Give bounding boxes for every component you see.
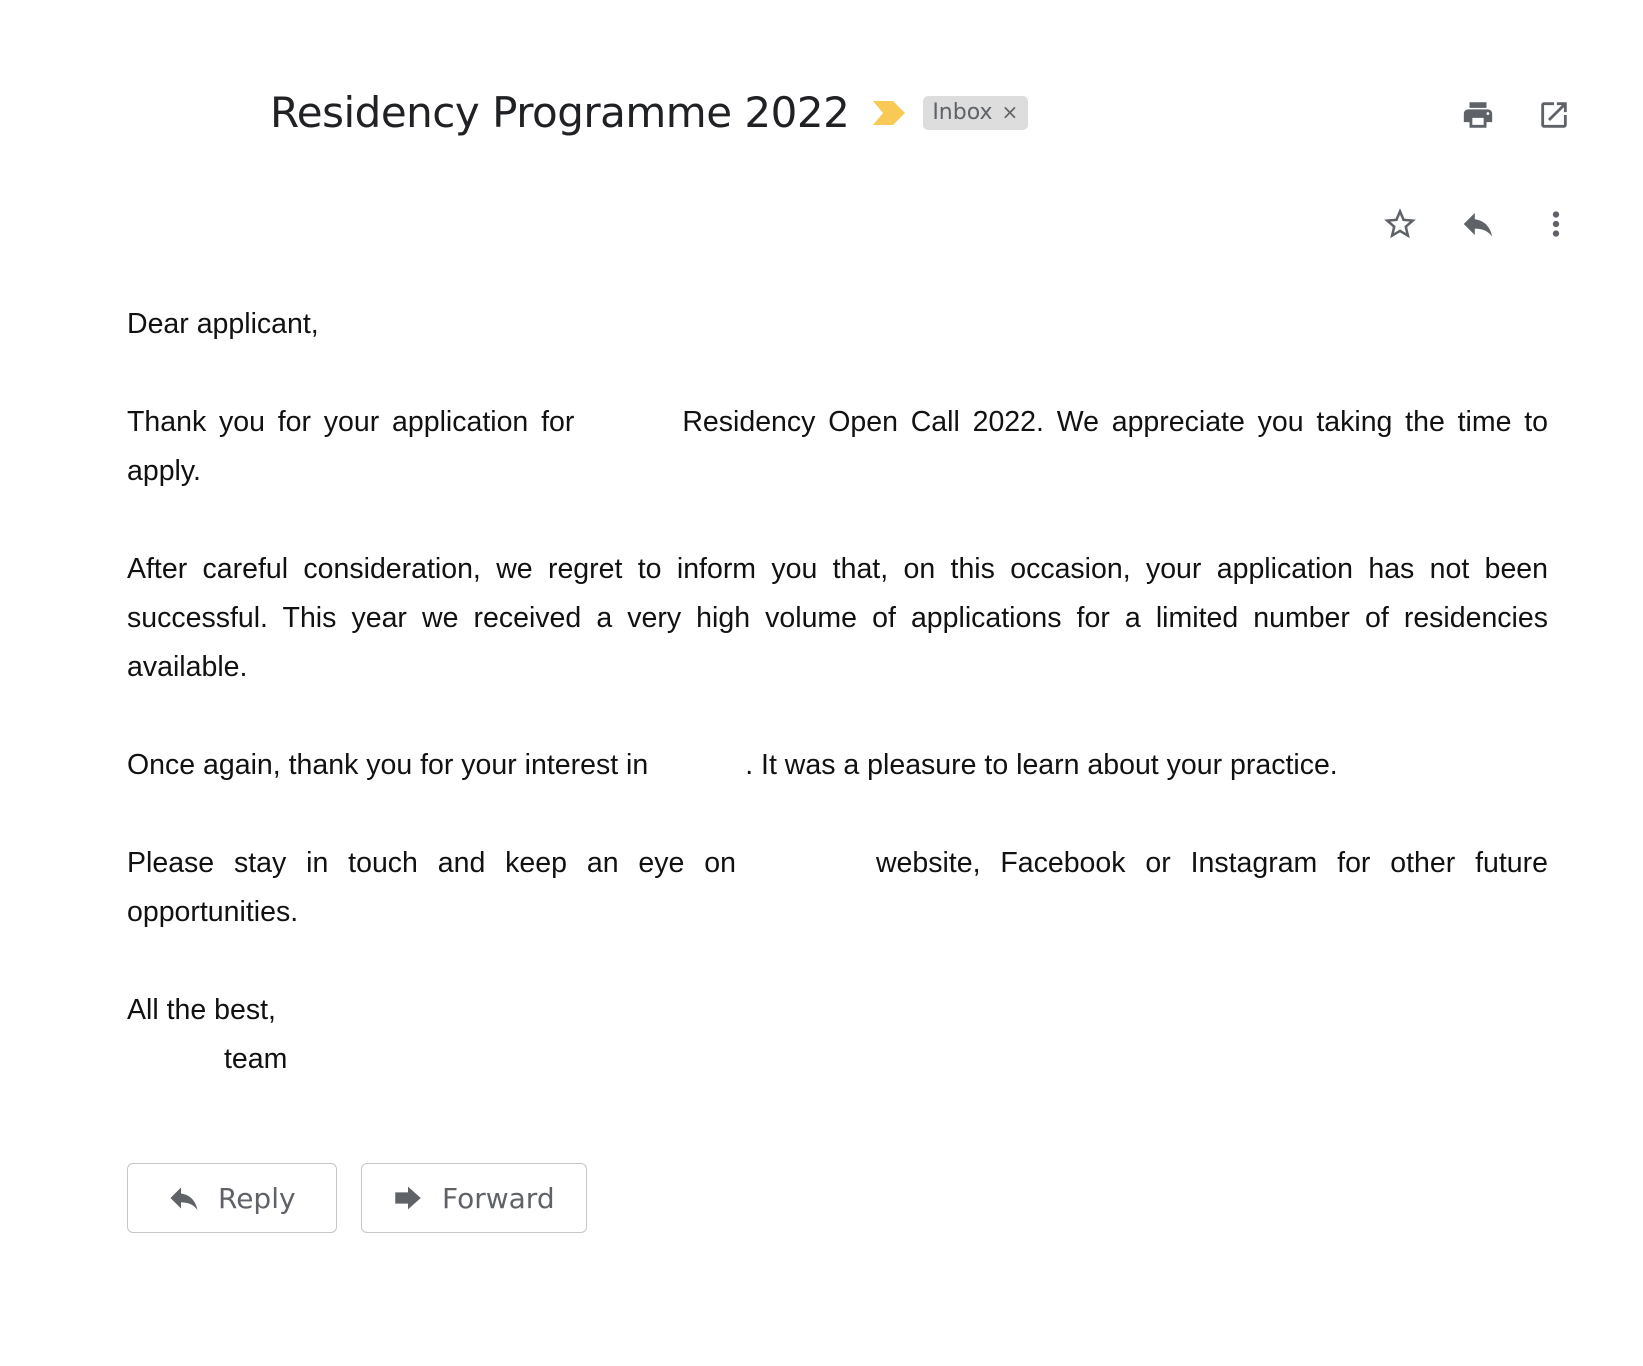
signoff <box>127 986 1548 1035</box>
email-header <box>270 88 1028 137</box>
print-icon[interactable] <box>1459 96 1497 134</box>
inbox-label-chip[interactable] <box>923 96 1028 130</box>
p3-part1: Once again, thank you for your interest in <box>127 749 649 781</box>
paragraph-regret <box>127 545 1548 692</box>
remove-label-icon[interactable]: × <box>1001 100 1019 124</box>
paragraph-interest <box>127 741 1548 790</box>
reply-forward-buttons <box>127 1163 587 1233</box>
signature-text: team <box>224 1043 288 1075</box>
signoff-text: All the best, <box>127 994 276 1026</box>
reply-button-label: Reply <box>218 1181 296 1215</box>
p1-part2: Residency Open Call 2022. We appreciate you taking the time to apply. <box>127 406 1548 487</box>
paragraph-stay-in-touch <box>127 839 1548 937</box>
email-body <box>127 300 1548 1084</box>
more-vert-icon[interactable] <box>1537 205 1575 243</box>
forward-arrow-icon <box>390 1180 426 1216</box>
importance-marker-icon[interactable] <box>871 99 907 127</box>
email-subject: Residency Programme 2022 <box>270 88 850 137</box>
paragraph-thank-you <box>127 398 1548 496</box>
label-chip-text: Inbox <box>932 99 993 125</box>
p4-part2: website, Facebook or Instagram for other future opportunities. <box>127 847 1548 928</box>
greeting-text: Dear applicant, <box>127 308 319 340</box>
message-actions <box>1381 205 1575 243</box>
forward-button[interactable] <box>361 1163 587 1233</box>
p1-part1: Thank you for your application for <box>127 406 575 438</box>
reply-button[interactable] <box>127 1163 337 1233</box>
star-icon[interactable] <box>1381 205 1419 243</box>
greeting <box>127 300 1548 349</box>
thread-toolbar <box>1459 96 1573 134</box>
p4-part1: Please stay in touch and keep an eye on <box>127 847 736 879</box>
open-in-new-window-icon[interactable] <box>1535 96 1573 134</box>
p3-part2: . It was a pleasure to learn about your practice. <box>745 749 1338 781</box>
reply-arrow-icon <box>166 1180 202 1216</box>
reply-icon[interactable] <box>1459 205 1497 243</box>
p2-text: After careful consideration, we regret to inform you that, on this occasion, your application has not been successful. This year we received a very high volume of applications for a limited number of residencies available. <box>127 553 1548 683</box>
signature <box>127 1035 1548 1084</box>
forward-button-label: Forward <box>442 1181 555 1215</box>
